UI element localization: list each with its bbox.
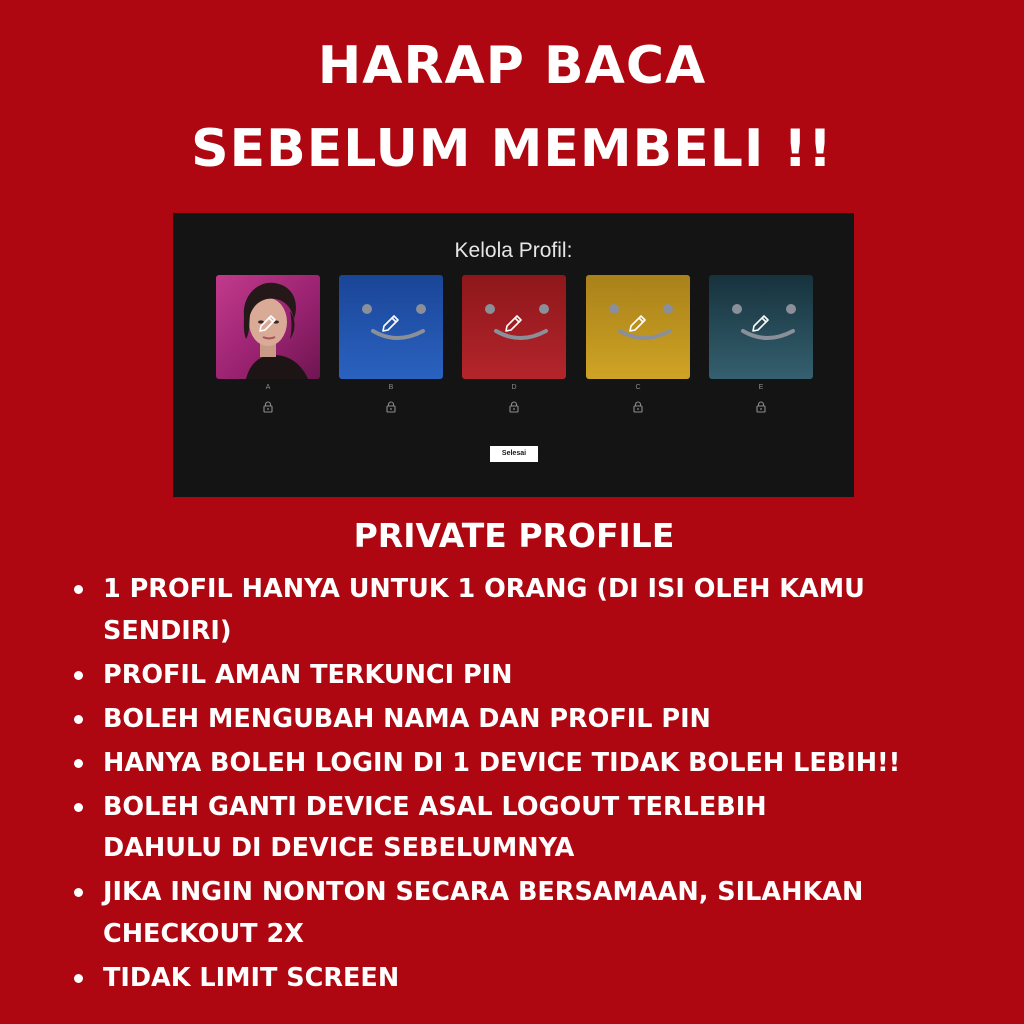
rule-text: TIDAK LIMIT SCREEN bbox=[103, 962, 400, 993]
profile-name: E bbox=[758, 384, 764, 391]
edit-pencil-icon[interactable] bbox=[749, 313, 771, 335]
profile-card-e[interactable] bbox=[709, 275, 813, 413]
rule-item-2 bbox=[72, 655, 1002, 697]
rule-text: 1 PROFIL HANYA UNTUK 1 ORANG (DI ISI OLEH KAMU bbox=[103, 574, 865, 604]
profile-avatar[interactable] bbox=[586, 275, 690, 379]
edit-pencil-icon[interactable] bbox=[256, 313, 278, 335]
rule-item-4 bbox=[72, 743, 1002, 785]
rule-item-7 bbox=[72, 958, 1002, 1000]
rule-item-1 bbox=[72, 569, 1002, 652]
rule-text-continued: CHECKOUT 2X bbox=[103, 918, 304, 949]
bullet-dot-icon bbox=[74, 974, 83, 983]
rule-item-5 bbox=[72, 787, 1002, 870]
profile-avatar[interactable] bbox=[339, 275, 443, 379]
profile-card-c[interactable] bbox=[586, 275, 690, 413]
edit-pencil-icon[interactable] bbox=[502, 313, 524, 335]
profile-card-b[interactable] bbox=[339, 275, 443, 413]
done-button[interactable]: Selesai bbox=[490, 446, 538, 462]
headline-line-1: HARAP BACA bbox=[317, 36, 707, 96]
profile-avatar[interactable] bbox=[709, 275, 813, 379]
manage-profiles-title: Kelola Profil: bbox=[454, 239, 573, 262]
profile-name: B bbox=[388, 384, 394, 391]
rule-text: BOLEH GANTI DEVICE ASAL LOGOUT TERLEBIH bbox=[103, 791, 767, 822]
bullet-dot-icon bbox=[74, 803, 83, 812]
bullet-dot-icon bbox=[74, 671, 83, 680]
bullet-dot-icon bbox=[74, 585, 83, 594]
bullet-dot-icon bbox=[74, 888, 83, 897]
manage-profiles-screenshot bbox=[173, 213, 854, 497]
profile-avatar[interactable] bbox=[216, 275, 320, 379]
profile-name: A bbox=[265, 384, 271, 391]
bullet-dot-icon bbox=[74, 759, 83, 768]
rule-text: PROFIL AMAN TERKUNCI PIN bbox=[103, 659, 513, 690]
section-title: PRIVATE PROFILE bbox=[353, 516, 675, 555]
rule-text: HANYA BOLEH LOGIN DI 1 DEVICE TIDAK BOLEH LEBIH!! bbox=[103, 747, 901, 778]
rule-text: BOLEH MENGUBAH NAMA DAN PROFIL PIN bbox=[103, 703, 711, 734]
profile-name: D bbox=[511, 384, 517, 391]
profile-name: C bbox=[635, 384, 641, 391]
lock-icon bbox=[262, 401, 274, 413]
headline-line-2: SEBELUM MEMBELI !! bbox=[191, 119, 833, 179]
edit-pencil-icon[interactable] bbox=[379, 313, 401, 335]
edit-pencil-icon[interactable] bbox=[626, 313, 648, 335]
rules-list bbox=[72, 569, 1002, 1002]
rule-item-6 bbox=[72, 872, 1002, 955]
rule-text-continued: DAHULU DI DEVICE SEBELUMNYA bbox=[103, 833, 575, 863]
rule-text-continued: SENDIRI) bbox=[103, 615, 232, 646]
profile-card-d[interactable] bbox=[462, 275, 566, 413]
profile-avatar[interactable] bbox=[462, 275, 566, 379]
bullet-dot-icon bbox=[74, 715, 83, 724]
lock-icon bbox=[755, 401, 767, 413]
lock-icon bbox=[632, 401, 644, 413]
profile-card-a[interactable] bbox=[216, 275, 320, 413]
rule-text: JIKA INGIN NONTON SECARA BERSAMAAN, SILAHKAN bbox=[103, 877, 864, 907]
lock-icon bbox=[385, 401, 397, 413]
lock-icon bbox=[508, 401, 520, 413]
rule-item-3 bbox=[72, 699, 1002, 741]
